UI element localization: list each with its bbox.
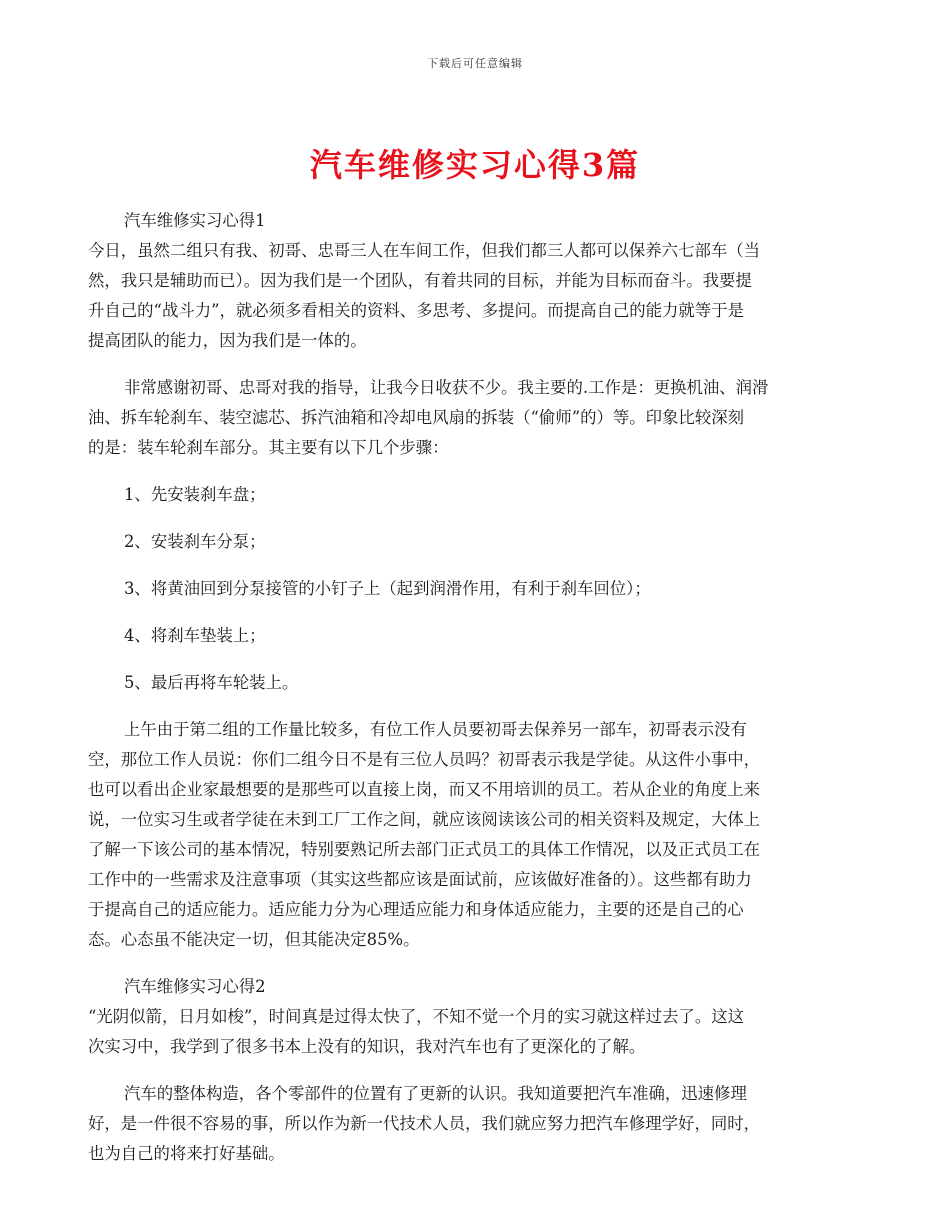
text-line: 提高团队的能力，因为我们是一体的。 [88, 331, 367, 350]
text-line: 的是：装车轮刹车部分。其主要有以下几个步骤： [88, 438, 449, 457]
text-line: 3、将黄油回到分泵接管的小钉子上（起到润滑作用，有利于刹车回位）； [124, 579, 651, 598]
document-title: 汽车维修实习心得3篇 [309, 146, 641, 184]
text-line: 说，一位实习生或者学徒在未到工厂工作之间，就应该阅读该公司的相关资料及规定，大体上 [88, 810, 761, 829]
text-line: 2、安装刹车分泵； [124, 532, 266, 551]
text-line: 态。心态虽不能决定一切，但其能决定85%。 [88, 930, 420, 949]
text-line: 油、拆车轮刹车、装空滤芯、拆汽油箱和冷却电风扇的拆装（“偷师”的）等。印象比较深刻 [88, 408, 744, 427]
header-note: 下载后可任意编辑 [427, 57, 523, 70]
paragraph-gap [88, 604, 858, 621]
paragraph-gap [88, 651, 858, 668]
text-line: 1、先安装刹车盘； [124, 485, 266, 504]
text-line: 汽车维修实习心得1 [124, 211, 266, 230]
paragraph-gap [88, 557, 858, 574]
document-body [88, 206, 858, 1169]
text-line: 也可以看出企业家最想要的是那些可以直接上岗，而又不用培训的员工。若从企业的角度上来 [88, 780, 761, 799]
text-line: 非常感谢初哥、忠哥对我的指导，让我今日收获不少。我主要的.工作是：更换机油、润滑 [124, 378, 769, 397]
text-line: 好，是一件很不容易的事，所以作为新一代技术人员，我们就应努力把汽车修理学好，同时， [88, 1114, 761, 1133]
text-line: 空，那位工作人员说：你们二组今日不是有三位人员吗？初哥表示我是学徒。从这件小事中， [88, 750, 761, 769]
paragraph-gap [88, 356, 858, 373]
text-line: 5、最后再将车轮装上。 [124, 673, 299, 692]
text-line: 今日，虽然二组只有我、初哥、忠哥三人在车间工作，但我们都三人都可以保养六七部车（当 [88, 241, 761, 260]
paragraph-gap [88, 463, 858, 480]
text-line: 4、将刹车垫装上； [124, 626, 266, 645]
paragraph-gap [88, 698, 858, 715]
text-line: 升自己的“战斗力”，就必须多看相关的资料、多思考、多提问。而提高自己的能力就等于是 [88, 301, 744, 320]
text-line: 汽车维修实习心得2 [124, 977, 266, 996]
paragraph-gap [88, 1062, 858, 1079]
paragraph-gap [88, 955, 858, 972]
text-line: 上午由于第二组的工作量比较多，有位工作人员要初哥去保养另一部车，初哥表示没有 [124, 720, 747, 739]
paragraph-gap [88, 510, 858, 527]
text-line: 了解一下该公司的基本情况，特别要熟记所去部门正式员工的具体工作情况，以及正式员工在 [88, 840, 761, 859]
text-line: 次实习中，我学到了很多书本上没有的知识，我对汽车也有了更深化的了解。 [88, 1037, 646, 1056]
text-line: 于提高自己的适应能力。适应能力分为心理适应能力和身体适应能力，主要的还是自己的心 [88, 900, 744, 919]
text-line: 也为自己的将来打好基础。 [88, 1144, 285, 1163]
text-line: 工作中的一些需求及注意事项（其实这些都应该是面试前，应该做好准备的）。这些都有助力 [88, 870, 752, 889]
text-line: 汽车的整体构造，各个零部件的位置有了更新的认识。我知道要把汽车准确，迅速修理 [124, 1084, 747, 1103]
text-line: 然，我只是辅助而已）。因为我们是一个团队，有着共同的目标，并能为目标而奋斗。我要提 [88, 271, 752, 290]
text-line: “光阴似箭，日月如梭”，时间真是过得太快了，不知不觉一个月的实习就这样过去了。这这 [88, 1007, 744, 1026]
